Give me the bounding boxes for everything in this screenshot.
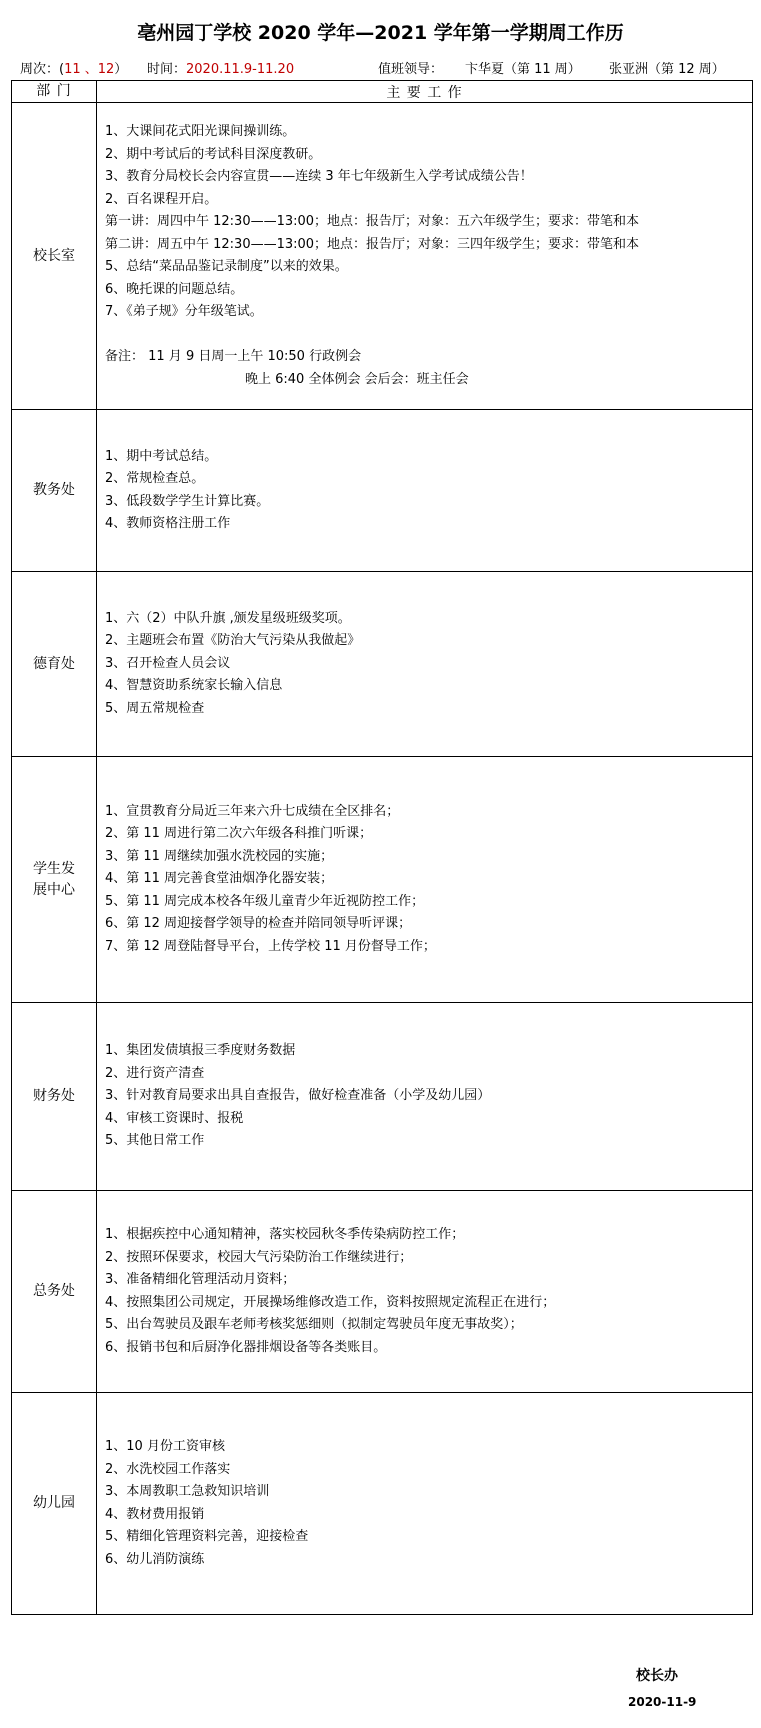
section-row xyxy=(12,572,753,757)
duty-leader-1: 卞华夏（第 11 周） xyxy=(465,62,581,77)
work-line: 4、教材费用报销 xyxy=(105,1506,205,1522)
work-general-affairs xyxy=(97,1191,753,1393)
work-kindergarten xyxy=(97,1393,753,1615)
footer-date: 2020-11-9 xyxy=(628,1695,697,1709)
work-line: 6、幼儿消防演练 xyxy=(105,1551,205,1567)
work-line: 2、期中考试后的考试科目深度教研。 xyxy=(105,146,322,162)
header-dept: 部 门 xyxy=(12,81,97,103)
work-line: 2、进行资产清查 xyxy=(105,1065,205,1081)
dept-finance: 财务处 xyxy=(12,1003,97,1191)
dept-student-development xyxy=(12,757,97,1003)
dept-label-part: 展中心 xyxy=(33,881,75,898)
work-moral-education xyxy=(97,572,753,757)
work-line: 5、总结“菜品品鉴记录制度”以来的效果。 xyxy=(105,259,348,274)
work-line: 3、本周教职工急救知识培训 xyxy=(105,1484,270,1499)
work-line: 1、期中考试总结。 xyxy=(105,448,218,464)
note-line: 晚上 6:40 全体例会 会后会：班主任会 xyxy=(245,371,469,387)
work-student-development xyxy=(97,757,753,1003)
work-line: 6、第 12 周迎接督学领导的检查并陪同领导听评课； xyxy=(105,916,412,932)
week-info xyxy=(20,58,127,77)
work-line: 2、主题班会布置《防治大气污染从我做起》 xyxy=(105,633,361,649)
time-value: 2020.11.9-11.20 xyxy=(186,62,295,77)
work-line: 1、10 月份工资审核 xyxy=(105,1439,225,1454)
work-line: 2、百名课程开启。 xyxy=(105,191,218,207)
dept-general-affairs: 总务处 xyxy=(12,1191,97,1393)
work-line: 7、《弟子规》分年级笔试。 xyxy=(105,304,263,319)
work-line: 5、其他日常工作 xyxy=(105,1133,205,1149)
work-line: 第一讲：周四中午 12:30——13:00；地点：报告厅；对象：五六年级学生；要求：带笔和本 xyxy=(105,214,640,229)
spacer xyxy=(105,324,752,347)
duty-label: 值班领导： xyxy=(378,62,444,77)
work-line: 5、精细化管理资料完善，迎接检查 xyxy=(105,1529,309,1544)
work-line: 4、按照集团公司规定，开展操场维修改造工作，资料按照规定流程正在进行； xyxy=(105,1294,556,1310)
work-line: 4、智慧资助系统家长输入信息 xyxy=(105,678,283,694)
note-line: 备注： 11 月 9 日周一上午 10:50 行政例会 xyxy=(105,349,362,364)
work-line: 第二讲：周五中午 12:30——13:00；地点：报告厅；对象：三四年级学生；要求：带笔和本 xyxy=(105,236,640,252)
section-row xyxy=(12,757,753,1003)
work-line: 2、常规检查总。 xyxy=(105,471,205,486)
time-label: 时间： xyxy=(147,62,187,77)
header-row xyxy=(12,81,753,103)
section-row xyxy=(12,103,753,410)
section-row xyxy=(12,1191,753,1393)
work-line: 1、大课间花式阳光课间操训练。 xyxy=(105,124,296,139)
duty-leader-2: 张亚洲（第 12 周） xyxy=(609,62,725,77)
section-row xyxy=(12,410,753,572)
week-value: 11 、12 xyxy=(64,62,115,77)
work-line: 3、召开检查人员会议 xyxy=(105,655,231,671)
work-line: 1、根据疾控中心通知精神，落实校园秋冬季传染病防控工作； xyxy=(105,1227,465,1242)
work-line: 6、报销书包和后厨净化器排烟设备等各类账目。 xyxy=(105,1339,387,1355)
work-line: 1、六（2）中队升旗 ,颁发星级班级奖项。 xyxy=(105,610,351,626)
work-academic-affairs xyxy=(97,410,753,572)
work-line: 2、按照环保要求，校园大气污染防治工作继续进行； xyxy=(105,1249,413,1265)
work-line: 1、宣贯教育分局近三年来六升七成绩在全区排名； xyxy=(105,803,400,819)
work-line: 3、第 11 周继续加强水洗校园的实施； xyxy=(105,848,334,864)
footer-office: 校长办 xyxy=(636,1668,678,1684)
work-line: 4、第 11 周完善食堂油烟净化器安装； xyxy=(105,871,334,887)
section-row xyxy=(12,1003,753,1191)
work-line: 1、集团发债填报三季度财务数据 xyxy=(105,1043,296,1059)
document-title: 亳州园丁学校 2020 学年—2021 学年第一学期周工作历 xyxy=(137,22,624,44)
work-principal-office xyxy=(97,103,753,410)
dept-academic-affairs: 教务处 xyxy=(12,410,97,572)
week-close: ） xyxy=(114,62,128,77)
work-line: 3、针对教育局要求出具自查报告，做好检查准备（小学及幼儿园） xyxy=(105,1088,491,1104)
work-calendar-table xyxy=(11,80,753,1615)
dept-moral-education: 德育处 xyxy=(12,572,97,757)
work-line: 2、水洗校园工作落实 xyxy=(105,1461,231,1477)
dept-label-part: 学生发 xyxy=(33,860,75,877)
dept-kindergarten: 幼儿园 xyxy=(12,1393,97,1615)
work-line: 5、第 11 周完成本校各年级儿童青少年近视防控工作； xyxy=(105,893,425,909)
work-line: 3、准备精细化管理活动月资料； xyxy=(105,1272,296,1287)
week-label: 周次：( xyxy=(20,62,65,77)
work-line: 3、低段数学学生计算比赛。 xyxy=(105,493,270,509)
time-info xyxy=(147,58,294,77)
work-line: 6、晚托课的问题总结。 xyxy=(105,281,244,297)
work-line: 3、教育分局校长会内容宣贯——连续 3 年七年级新生入学考试成绩公告！ xyxy=(105,169,533,184)
header-work: 主 要 工 作 xyxy=(97,81,753,103)
section-row xyxy=(12,1393,753,1615)
dept-principal-office: 校长室 xyxy=(12,103,97,410)
work-line: 4、审核工资课时、报税 xyxy=(105,1110,244,1126)
work-line: 4、教师资格注册工作 xyxy=(105,516,231,531)
work-line: 5、出台驾驶员及跟车老师考核奖惩细则（拟制定驾驶员年度无事故奖）； xyxy=(105,1317,523,1332)
work-line: 7、第 12 周登陆督导平台，上传学校 11 月份督导工作； xyxy=(105,938,436,954)
work-line: 2、第 11 周进行第二次六年级各科推门听课； xyxy=(105,826,373,842)
work-line: 5、周五常规检查 xyxy=(105,700,205,716)
work-finance xyxy=(97,1003,753,1191)
